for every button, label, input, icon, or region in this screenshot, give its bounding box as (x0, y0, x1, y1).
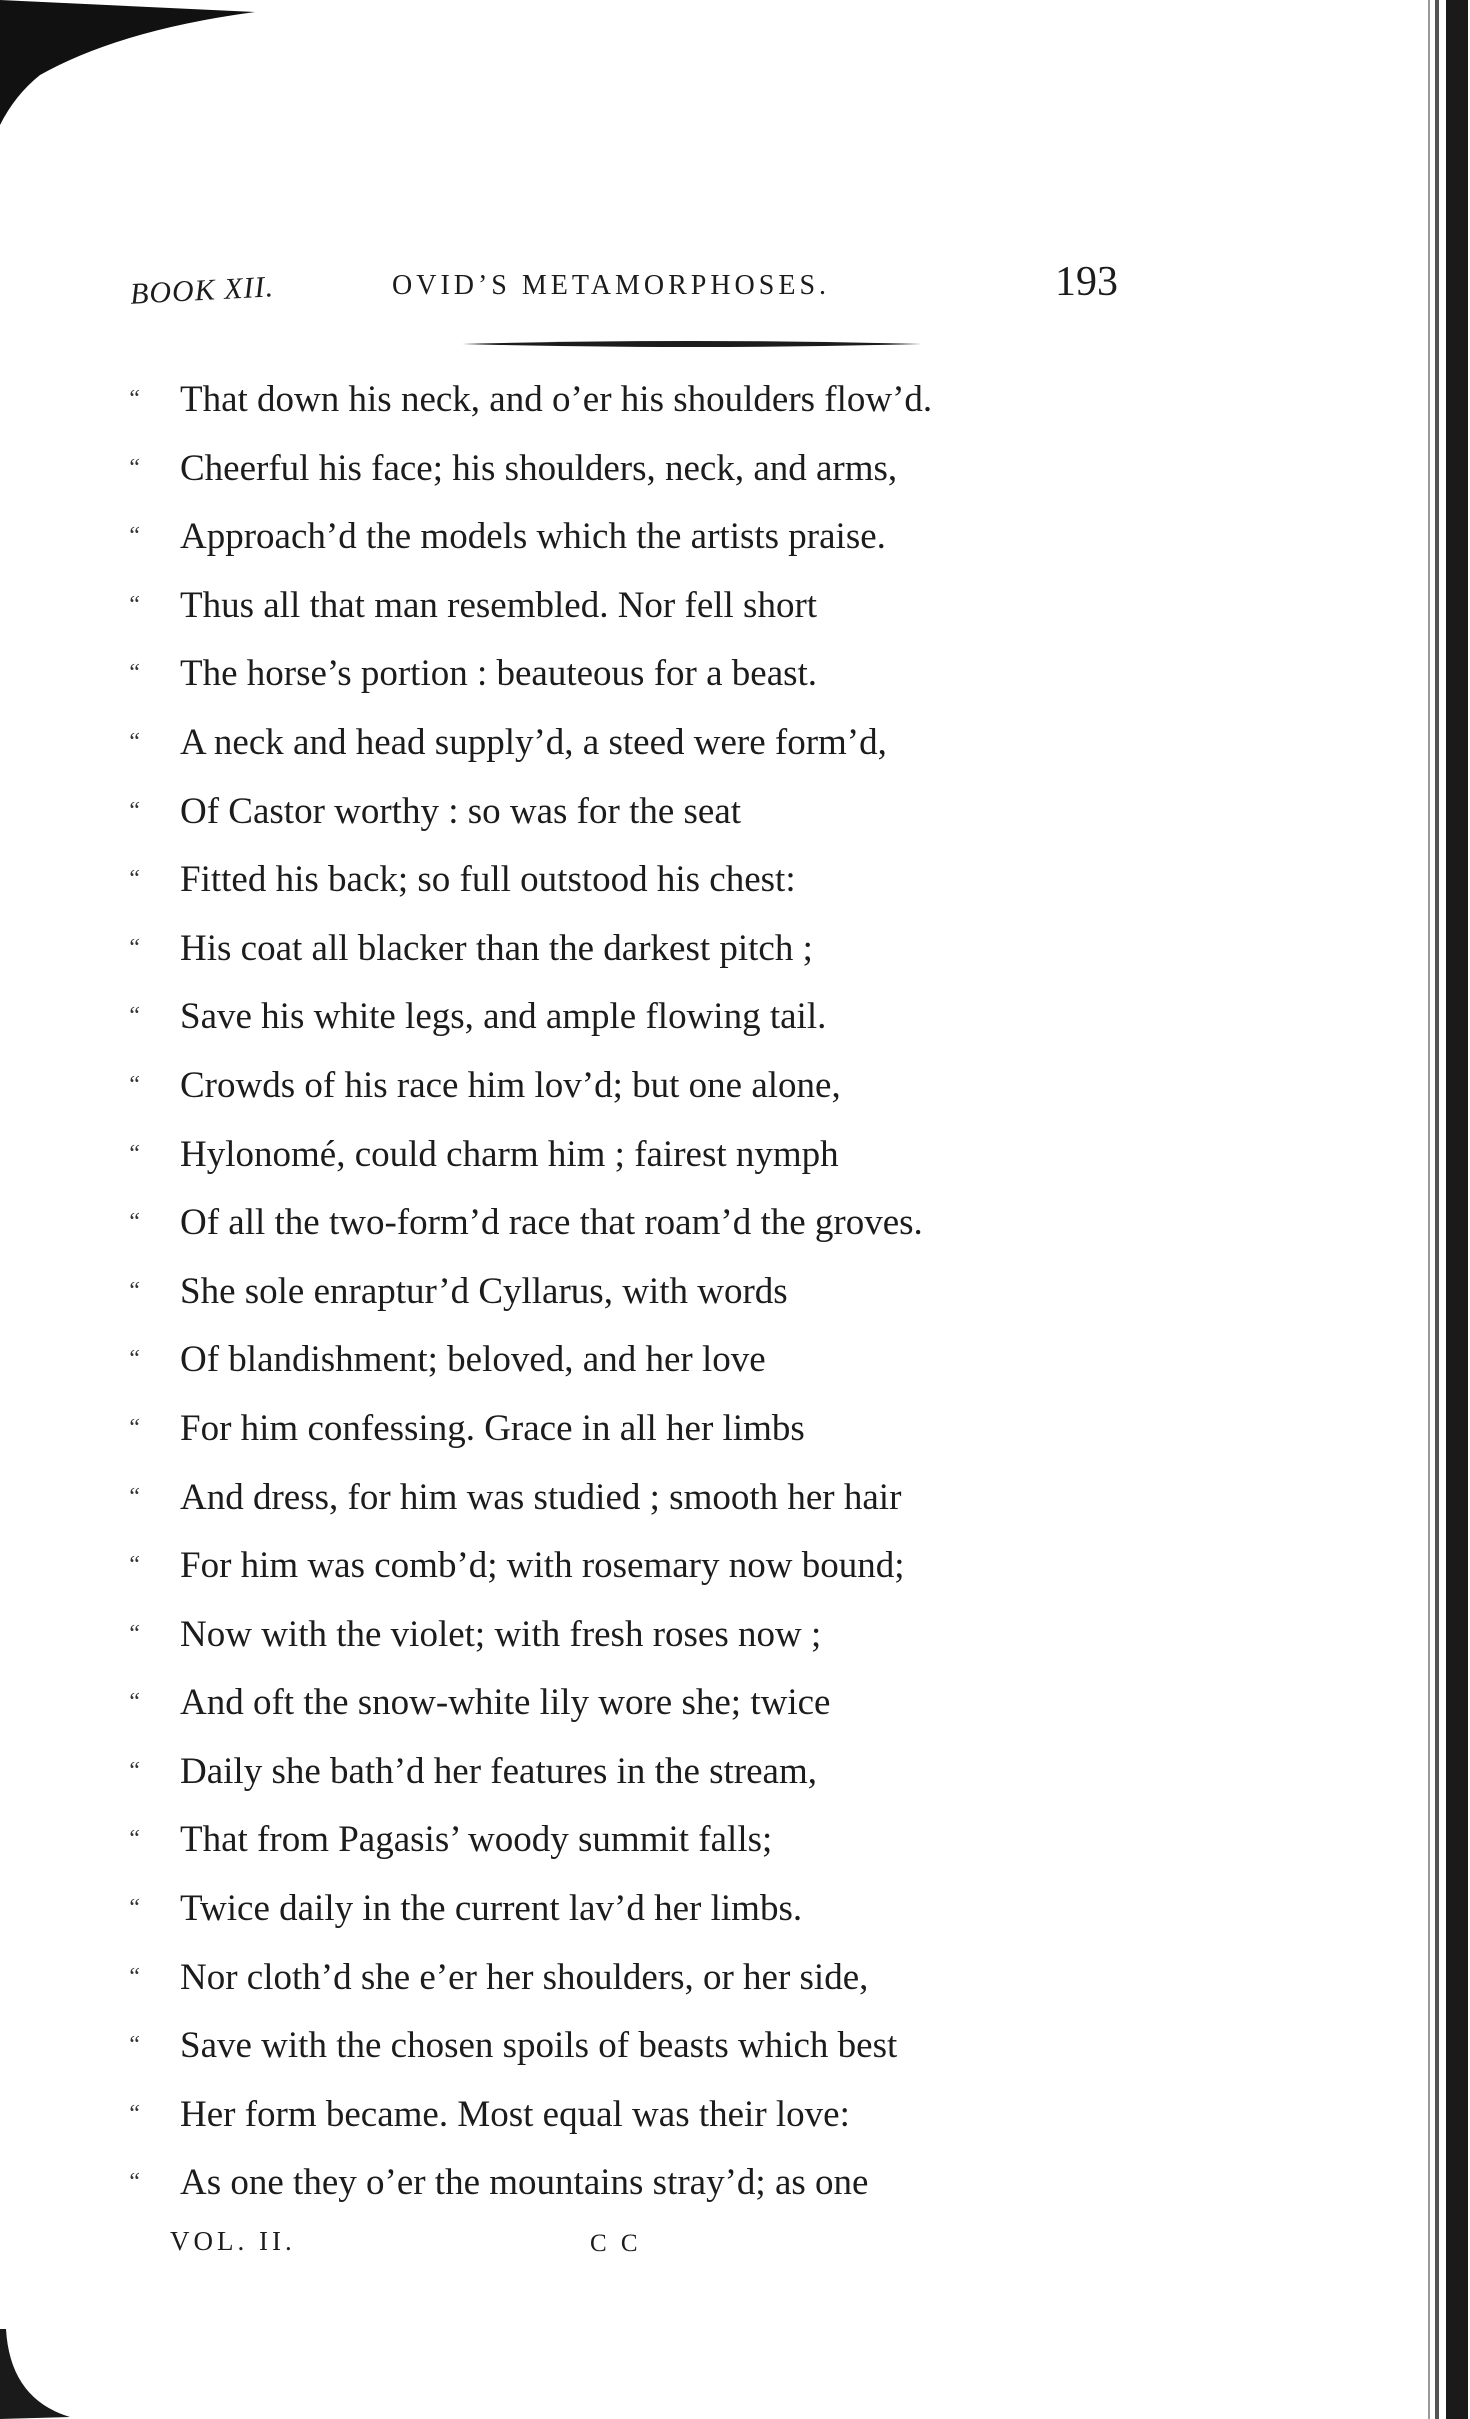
poem-line-text: Now with the violet; with fresh roses now ; (180, 1613, 822, 1655)
open-quote-mark: “ (127, 1414, 141, 1441)
poem-line-text: As one they o’er the mountains stray’d; as one (180, 2162, 869, 2204)
open-quote-mark: “ (127, 934, 141, 961)
open-quote-mark: “ (127, 1209, 141, 1236)
poem-line-text: Hylonomé, could charm him ; fairest nymph (180, 1133, 839, 1175)
page-number: 193 (1055, 259, 1118, 305)
poem-line-text: A neck and head supply’d, a steed were form’d, (180, 721, 887, 763)
open-quote-mark: “ (127, 660, 141, 687)
poem-line-text: For him confessing. Grace in all her limbs (180, 1407, 805, 1449)
open-quote-mark: “ (127, 1895, 141, 1922)
poem-line-text: Of Castor worthy : so was for the seat (180, 790, 742, 832)
poem-line-text: Thus all that man resembled. Nor fell short (180, 584, 818, 626)
header-rule (462, 338, 922, 350)
poem-line-text: His coat all blacker than the darkest pitch ; (180, 927, 813, 969)
open-quote-mark: “ (127, 1071, 141, 1098)
open-quote-mark: “ (127, 386, 141, 412)
open-quote-mark: “ (127, 1346, 141, 1373)
open-quote-mark: “ (127, 2169, 141, 2196)
open-quote-mark: “ (127, 1826, 141, 1853)
volume-label: VOL. II. (170, 2226, 296, 2256)
running-title: OVID’S METAMORPHOSES. (392, 270, 831, 301)
open-quote-mark: “ (127, 1620, 141, 1647)
poem-line-text: The horse’s portion : beauteous for a beast. (180, 653, 818, 695)
poem-line-text: That from Pagasis’ woody summit falls; (180, 1819, 773, 1861)
open-quote-mark: “ (127, 591, 141, 618)
open-quote-mark: “ (127, 2032, 141, 2059)
page-corner-shadow (0, 0, 260, 130)
poem-line-text: And oft the snow-white lily wore she; twice (180, 1682, 831, 1724)
open-quote-mark: “ (127, 1757, 141, 1784)
open-quote-mark: “ (127, 2100, 141, 2127)
poem-line-text: Of blandishment; beloved, and her love (180, 1339, 766, 1381)
poem-line-text: And dress, for him was studied ; smooth her hair (180, 1476, 902, 1518)
poem-line-text: Save with the chosen spoils of beasts which best (180, 2025, 898, 2067)
page-gutter-edge (1410, 0, 1470, 2419)
open-quote-mark: “ (127, 728, 141, 755)
poem-line-text: Of all the two-form’d race that roam’d the groves. (180, 1202, 923, 1244)
signature-mark: C C (590, 2230, 642, 2257)
poem-line-text: Daily she bath’d her features in the stream, (180, 1750, 817, 1792)
running-header (130, 258, 1140, 318)
poem-line-text: Twice daily in the current lav’d her limbs. (180, 1888, 803, 1930)
open-quote-mark: “ (127, 1277, 141, 1304)
open-quote-mark: “ (127, 866, 141, 893)
open-quote-mark: “ (127, 523, 141, 550)
poem-line-text: Save his white legs, and ample flowing tail. (180, 996, 827, 1038)
poem-line-text: She sole enraptur’d Cyllarus, with words (180, 1270, 788, 1312)
open-quote-mark: “ (127, 454, 141, 481)
page-bottom-edge (0, 2329, 200, 2419)
open-quote-mark: “ (127, 797, 141, 824)
poem-line-text: Approach’d the models which the artists praise. (180, 516, 886, 558)
open-quote-mark: “ (127, 1140, 141, 1167)
poem-line-text: For him was comb’d; with rosemary now bound; (180, 1545, 905, 1587)
open-quote-mark: “ (127, 1552, 141, 1579)
poem-line-text: Nor cloth’d she e’er her shoulders, or her side, (180, 1956, 869, 1998)
book-label: BOOK XII. (129, 270, 275, 311)
poem-line-text: Her form became. Most equal was their love: (180, 2093, 850, 2135)
poem-line-text: Fitted his back; so full outstood his chest: (180, 859, 796, 901)
open-quote-mark: “ (127, 1483, 141, 1510)
poem-line-text: That down his neck, and o’er his shoulders flow’d. (180, 379, 933, 420)
poem-line-text: Cheerful his face; his shoulders, neck, and arms, (180, 447, 898, 489)
open-quote-mark: “ (127, 1963, 141, 1990)
poem-line-text: Crowds of his race him lov’d; but one alone, (180, 1064, 841, 1106)
open-quote-mark: “ (127, 1003, 141, 1030)
open-quote-mark: “ (127, 1689, 141, 1716)
